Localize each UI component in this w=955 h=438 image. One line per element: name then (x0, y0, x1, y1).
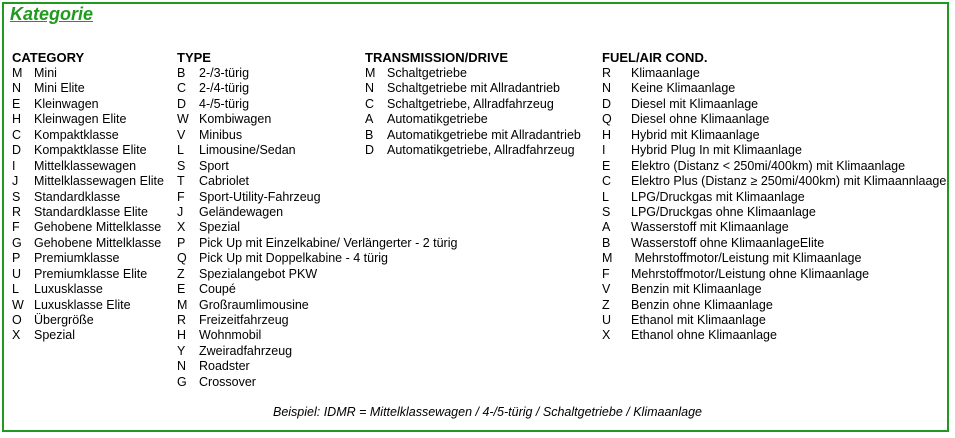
code-letter: F (12, 220, 20, 235)
item-label: Crossover (199, 374, 256, 389)
item-label: 2-/4-türig (199, 81, 250, 96)
code-letter: I (12, 158, 16, 173)
code-letter: U (602, 313, 612, 327)
code-letter: Z (177, 266, 185, 281)
list-item (12, 236, 164, 251)
item-label: Freizeitfahrzeug (199, 313, 289, 327)
code-letter: D (602, 96, 612, 111)
list-item (177, 298, 457, 313)
item-label: Geländewagen (199, 204, 284, 219)
item-label: Automatikgetriebe, Allradfahrzeug (387, 143, 575, 158)
item-label: Keine Klimaanlage (631, 81, 736, 96)
code-letter: U (12, 266, 22, 281)
item-label: Kompaktklasse Elite (34, 143, 147, 158)
list-item (365, 128, 581, 143)
item-label: Coupé (199, 282, 236, 297)
list-item (177, 375, 457, 390)
item-label: Schaltgetriebe (387, 66, 467, 80)
item-label: Standardklasse Elite (34, 204, 148, 219)
list-item (602, 128, 946, 143)
list-item (12, 205, 164, 220)
code-letter: N (602, 81, 612, 96)
list-item (12, 66, 164, 81)
list-item (177, 159, 457, 174)
list-item (177, 313, 457, 328)
column-fuel (602, 50, 946, 344)
list-item (177, 282, 457, 297)
code-letter: G (177, 374, 187, 389)
code-letter: J (177, 204, 184, 219)
code-letter: M (602, 251, 613, 266)
code-letter: A (602, 220, 611, 235)
code-letter: N (177, 359, 187, 374)
item-label: Pick Up mit Einzelkabine/ Verlängerter - 2 türig (199, 235, 458, 250)
code-letter: H (602, 127, 612, 142)
code-letter: O (12, 313, 22, 327)
list-item (12, 112, 164, 127)
list-item (177, 205, 457, 220)
item-label: Wohnmobil (199, 328, 262, 343)
item-label: Elektro Plus (Distanz ≥ 250mi/400km) mit Klimaannlaage (631, 174, 947, 189)
code-letter: E (177, 282, 186, 297)
item-label: Mini (34, 66, 57, 80)
list-item (602, 298, 946, 313)
code-letter: C (12, 127, 22, 142)
code-letter: D (12, 143, 22, 158)
item-label: Automatikgetriebe mit Allradantrieb (387, 127, 581, 142)
list-item (602, 81, 946, 96)
code-letter: D (365, 143, 375, 158)
list-item (12, 298, 164, 313)
list-item (177, 251, 457, 266)
code-letter: C (177, 81, 187, 96)
list-item (602, 205, 946, 220)
code-letter: V (177, 127, 186, 142)
code-letter: L (177, 143, 184, 158)
code-letter: F (177, 189, 185, 204)
list-item (177, 344, 457, 359)
item-label: Gehobene Mittelklasse (34, 235, 162, 250)
code-letter: Q (602, 112, 612, 127)
code-letter: B (602, 235, 611, 250)
code-letter: H (12, 112, 22, 127)
item-label: Diesel ohne Klimaanlage (631, 112, 770, 127)
list-item (12, 174, 164, 189)
item-label: Benzin ohne Klimaanlage (631, 297, 773, 312)
code-letter: B (365, 127, 374, 142)
item-label: Hybrid mit Klimaanlage (631, 127, 760, 142)
item-label: Gehobene Mittelklasse (34, 220, 162, 235)
column-header: TRANSMISSION/DRIVE (365, 50, 509, 65)
list-item (177, 328, 457, 343)
item-label: Premiumklasse Elite (34, 266, 148, 281)
item-label: Sport-Utility-Fahrzeug (199, 189, 321, 204)
item-label: Automatikgetriebe (387, 112, 488, 127)
list-item (177, 267, 457, 282)
code-letter: D (177, 96, 187, 111)
code-letter: N (365, 81, 375, 96)
code-letter: R (12, 204, 22, 219)
column-header: FUEL/AIR COND. (602, 50, 708, 65)
item-label: 2-/3-türig (199, 66, 250, 80)
code-letter: N (12, 81, 22, 96)
code-letter: X (602, 328, 611, 343)
code-letter: R (177, 313, 187, 327)
item-label: Limousine/Sedan (199, 143, 296, 158)
list-item (12, 251, 164, 266)
item-label: Diesel mit Klimaanlage (631, 96, 759, 111)
item-label: Kompaktklasse (34, 127, 119, 142)
code-letter: W (177, 112, 189, 127)
code-letter: W (12, 297, 24, 312)
list-item (177, 236, 457, 251)
list-item (12, 328, 164, 343)
code-letter: P (12, 251, 21, 266)
list-item (602, 220, 946, 235)
code-letter: P (177, 235, 186, 250)
item-label: Übergröße (34, 313, 94, 327)
list-item (602, 174, 946, 189)
code-letter: S (177, 158, 186, 173)
column-header: TYPE (177, 50, 211, 65)
code-letter: M (12, 66, 23, 80)
item-label: Klimaanlage (631, 66, 700, 80)
item-label: Schaltgetriebe, Allradfahrzeug (387, 96, 554, 111)
list-item (12, 220, 164, 235)
code-letter: L (12, 282, 19, 297)
list-item (602, 190, 946, 205)
item-label: Mini Elite (34, 81, 85, 96)
item-label: Ethanol mit Klimaanlage (631, 313, 766, 327)
list-item (12, 267, 164, 282)
list-item (365, 143, 581, 158)
item-label: Pick Up mit Doppelkabine - 4 türig (199, 251, 388, 266)
list-item (602, 251, 946, 266)
item-label: Benzin mit Klimaanlage (631, 282, 762, 297)
item-label: Ethanol ohne Klimaanlage (631, 328, 777, 343)
code-letter: Z (602, 297, 610, 312)
column-category (12, 50, 164, 344)
list-item (12, 159, 164, 174)
list-item (602, 236, 946, 251)
list-item (602, 328, 946, 343)
list-item (365, 97, 581, 112)
code-letter: M (365, 66, 376, 80)
list-item (602, 66, 946, 81)
item-label: Cabriolet (199, 174, 250, 189)
item-label: Spezial (34, 328, 75, 343)
item-label: Kleinwagen (34, 96, 99, 111)
list-item (177, 220, 457, 235)
item-label: Minibus (199, 127, 243, 142)
column-transmission (365, 50, 581, 159)
list-item (12, 81, 164, 96)
list-item (177, 359, 457, 374)
item-label: Großraumlimousine (199, 297, 309, 312)
item-label: Kleinwagen Elite (34, 112, 127, 127)
item-label: Spezialangebot PKW (199, 266, 318, 281)
item-label: Mittelklassewagen Elite (34, 174, 164, 189)
item-label: Elektro (Distanz < 250mi/400km) mit Klimaanlage (631, 158, 906, 173)
item-label: LPG/Druckgas mit Klimaanlage (631, 189, 805, 204)
list-item (12, 282, 164, 297)
code-letter: X (177, 220, 186, 235)
code-letter: V (602, 282, 611, 297)
item-label: Premiumklasse (34, 251, 120, 266)
item-label: LPG/Druckgas ohne Klimaanlage (631, 204, 816, 219)
code-letter: Q (177, 251, 187, 266)
item-label: Luxusklasse Elite (34, 297, 131, 312)
list-item (602, 282, 946, 297)
code-letter: S (602, 204, 611, 219)
item-label: Mittelklassewagen (34, 158, 137, 173)
code-letter: Y (177, 343, 186, 358)
code-letter: C (602, 174, 612, 189)
code-letter: B (177, 66, 186, 80)
code-letter: G (12, 235, 22, 250)
item-label: Zweiradfahrzeug (199, 343, 293, 358)
item-label: Mehrstoffmotor/Leistung ohne Klimaanlage (631, 266, 870, 281)
item-label: Kombiwagen (199, 112, 272, 127)
code-letter: M (177, 297, 188, 312)
page-title: Kategorie (10, 4, 94, 24)
item-label: Schaltgetriebe mit Allradantrieb (387, 81, 561, 96)
list-item (602, 143, 946, 158)
item-label: 4-/5-türig (199, 96, 250, 111)
item-label: Roadster (199, 359, 250, 374)
code-letter: R (602, 66, 612, 80)
item-label: Wasserstoff mit Klimaanlage (631, 220, 789, 235)
code-letter: X (12, 328, 21, 343)
list-item (177, 174, 457, 189)
code-letter: L (602, 189, 609, 204)
item-label: Sport (199, 158, 229, 173)
list-item (365, 81, 581, 96)
code-letter: J (12, 174, 19, 189)
item-label: Luxusklasse (34, 282, 103, 297)
list-item (365, 66, 581, 81)
item-label: Standardklasse (34, 189, 121, 204)
list-item (602, 159, 946, 174)
list-item (602, 112, 946, 127)
list-item (365, 112, 581, 127)
code-letter: S (12, 189, 21, 204)
column-header: CATEGORY (12, 50, 85, 65)
code-letter: H (177, 328, 187, 343)
list-item (602, 97, 946, 112)
code-letter: F (602, 266, 610, 281)
item-label: Mehrstoffmotor/Leistung mit Klimaanlage (631, 251, 862, 266)
item-label: Hybrid Plug In mit Klimaanlage (631, 143, 802, 158)
list-item (177, 190, 457, 205)
item-label: Wasserstoff ohne KlimaanlageElite (631, 235, 825, 250)
list-item (12, 143, 164, 158)
list-item (12, 313, 164, 328)
example-text: Beispiel: IDMR = Mittelklassewagen / 4-/5-türig / Schaltgetriebe / Klimaanlage (272, 405, 703, 419)
code-letter: I (602, 143, 606, 158)
list-item (602, 267, 946, 282)
code-letter: E (602, 158, 611, 173)
list-item (12, 128, 164, 143)
list-item (12, 190, 164, 205)
list-item (602, 313, 946, 328)
code-letter: T (177, 174, 185, 189)
item-label: Spezial (199, 220, 240, 235)
code-letter: C (365, 96, 375, 111)
list-item (12, 97, 164, 112)
code-letter: E (12, 96, 21, 111)
code-letter: A (365, 112, 374, 127)
